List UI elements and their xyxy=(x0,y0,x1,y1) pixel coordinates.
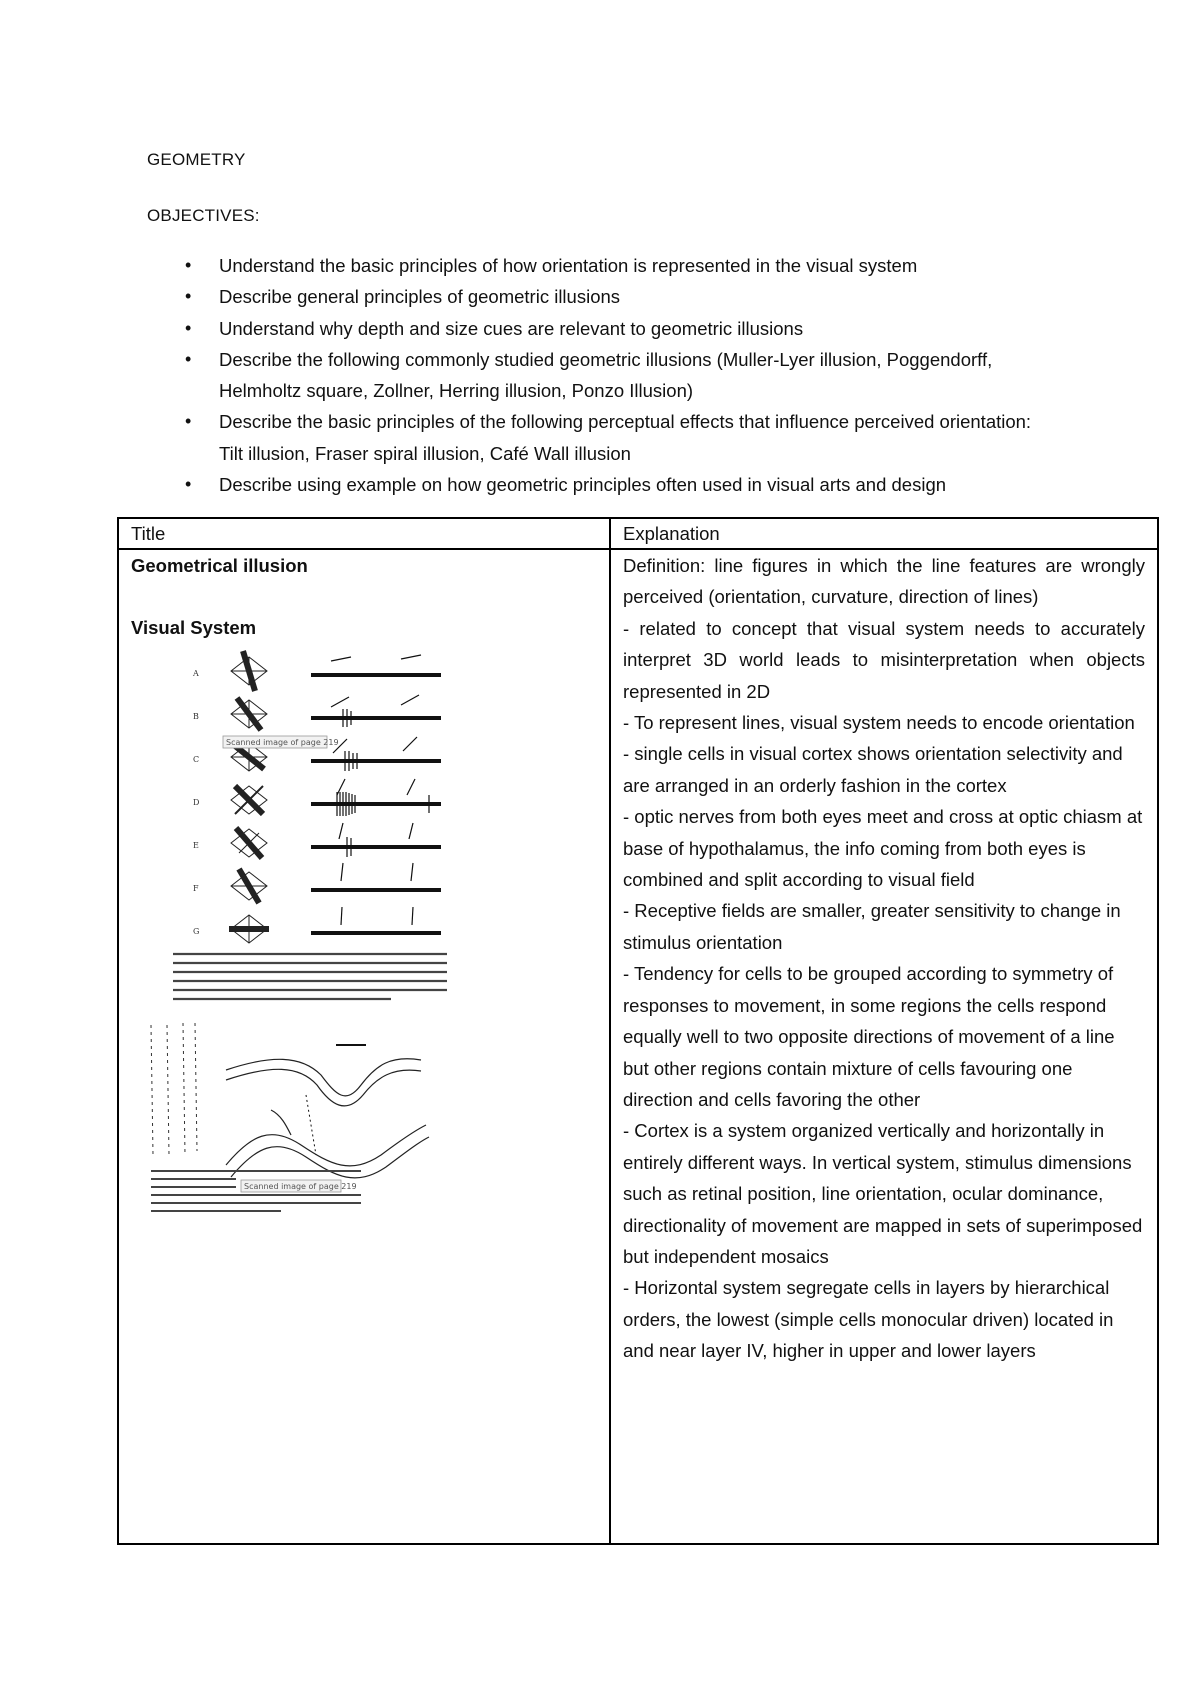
notes-table xyxy=(117,517,1159,1545)
document-title: GEOMETRY xyxy=(147,150,246,169)
column-header-explanation: Explanation xyxy=(610,518,1158,549)
orientation-response-figure xyxy=(131,649,451,1009)
row-subtitle: Visual System xyxy=(131,617,257,638)
objectives-list xyxy=(147,250,1047,500)
figure-row-label: G xyxy=(193,927,200,936)
cortex-depth-columns xyxy=(151,1023,197,1155)
scanned-image-label-text: Scanned image of page 219 xyxy=(226,738,339,747)
explanation-cell xyxy=(610,549,1158,1544)
figure-row-label: E xyxy=(193,841,199,850)
figure-row-label: D xyxy=(193,798,200,807)
explanation-point: - optic nerves from both eyes meet and cross at optic chiasm at base of hypothalamus, the info coming from both eyes is combined and split according to visual field xyxy=(623,806,1143,891)
electrode-track xyxy=(306,1045,366,1155)
explanation-text xyxy=(623,550,1145,1367)
figure-row-label: B xyxy=(193,712,199,721)
explanation-point: - To represent lines, visual system needs to encode orientation xyxy=(623,712,1135,734)
objective-item: • Describe the basic principles of the following perceptual effects that influence perceived orientation: Tilt illusion, Fraser spiral illusion, Café Wall illusion xyxy=(147,406,1047,469)
objective-item: • Describe the following commonly studied geometric illusions (Muller-Lyer illusion, Poggendorff, Helmholtz square, Zollner, Herring illusion, Ponzo Illusion) xyxy=(147,344,1047,407)
cortex-layers-figure xyxy=(131,1015,431,1235)
column-header-title: Title xyxy=(118,518,610,549)
title-cell xyxy=(118,549,610,1544)
table-header-row xyxy=(118,518,1158,549)
figure-caption xyxy=(173,954,447,999)
row-title: Geometrical illusion xyxy=(131,555,308,576)
spike-trains xyxy=(311,675,441,933)
explanation-point: - Cortex is a system organized vertically and horizontally in entirely different ways. In vertical system, stimulus dimensions such as retinal position, line orientation, ocular dominance, directionality of movement are mapped in sets of superimposed but independent mosaics xyxy=(623,1120,1143,1267)
stimulus-movement-arrows xyxy=(331,655,421,925)
explanation-point: - single cells in visual cortex shows orientation selectivity and are arranged in an orderly fashion in the cortex xyxy=(623,743,1123,796)
cortex-layer-curves xyxy=(226,1059,429,1178)
explanation-point: - Tendency for cells to be grouped according to symmetry of responses to movement, in some regions the cells respond equally well to two opposite directions of movement of a line but other regions contain mixture of cells favouring one direction and cells favoring the other xyxy=(623,963,1115,1110)
figure-row-label: F xyxy=(193,884,199,893)
objective-item: • Describe using example on how geometric principles often used in visual arts and design xyxy=(147,469,1047,500)
objectives-heading: OBJECTIVES: xyxy=(147,206,260,225)
objective-item: • Describe general principles of geometric illusions xyxy=(147,281,1047,312)
objective-item: • Understand why depth and size cues are relevant to geometric illusions xyxy=(147,313,1047,344)
explanation-point: - related to concept that visual system needs to accurately interpret 3D world leads to misinterpretation when objects represented in 2D xyxy=(623,617,1145,702)
table-row xyxy=(118,549,1158,1544)
objective-item: • Understand the basic principles of how orientation is represented in the visual system xyxy=(147,250,1047,281)
definition-paragraph: Definition: line figures in which the line features are wrongly perceived (orientation, curvature, direction of lines) xyxy=(623,555,1145,608)
scanned-image-label-text: Scanned image of page 219 xyxy=(244,1182,357,1191)
spike-marks xyxy=(337,709,429,857)
figure-row-label: A xyxy=(193,669,199,678)
explanation-point: - Receptive fields are smaller, greater sensitivity to change in stimulus orientation xyxy=(623,900,1121,953)
figure-row-label: C xyxy=(193,755,200,764)
stimulus-diagrams xyxy=(229,651,269,943)
explanation-point: - Horizontal system segregate cells in layers by hierarchical orders, the lowest (simple cells monocular driven) located in and near layer IV, higher in upper and lower layers xyxy=(623,1277,1114,1362)
